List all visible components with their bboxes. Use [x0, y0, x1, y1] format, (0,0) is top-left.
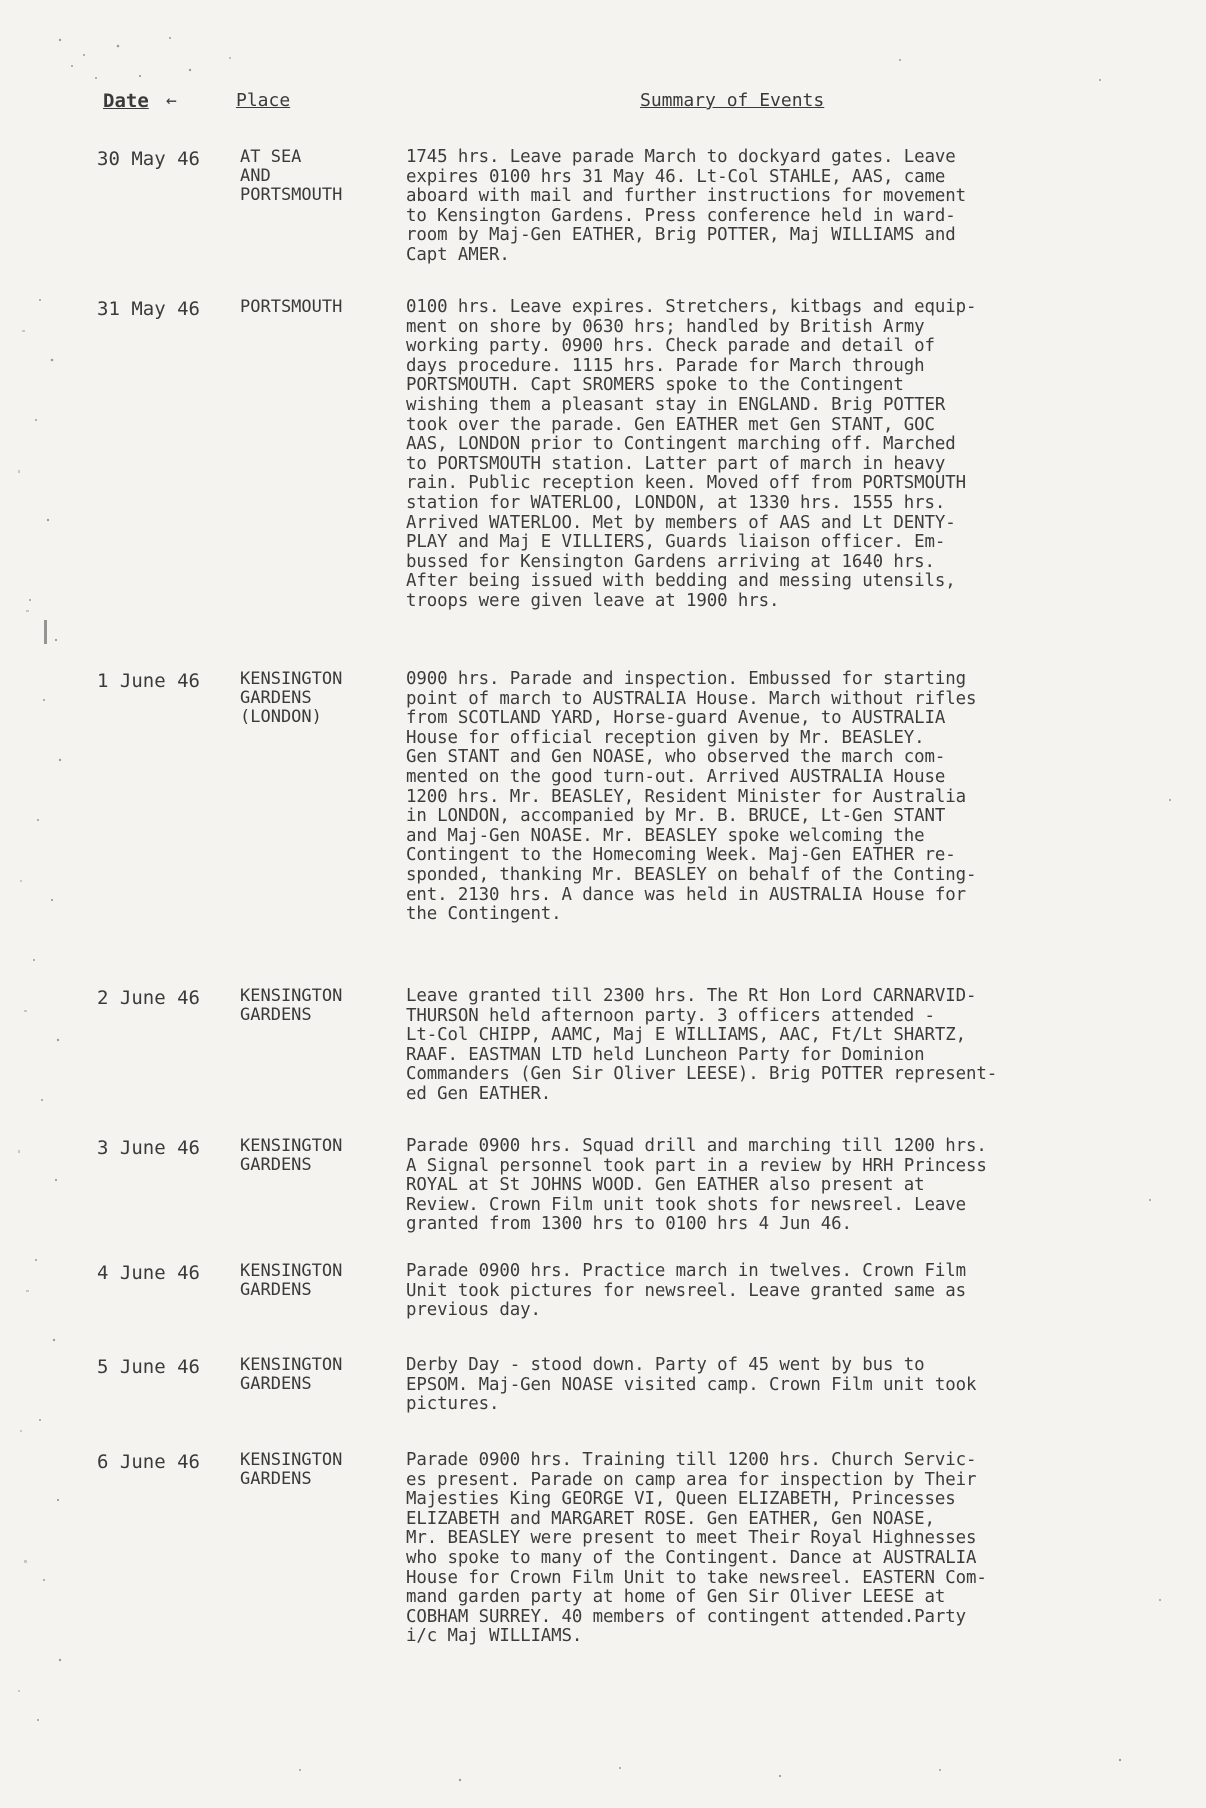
entry-summary: 0100 hrs. Leave expires. Stretchers, kitbags and equip- ment on shore by 0630 hrs; handled by British Army working party. 0900 hrs. Check parade and detail of days procedure. 1115 hrs. Parade for March through PORTSMOUTH. Capt SROMERS spoke to the Contingent wishing them a pleasant stay in ENGLAND. Brig POTTER took over the parade. Gen EATHER met Gen STANT, GOC AAS, LONDON prior to Contingent marching off. Marched to PORTSMOUTH station. Latter part of march in heavy rain. Public reception keen. Moved off from PORTSMOUTH station for WATERLOO, LONDON, at 1330 hrs. 1555 hrs. Arrived WATERLOO. Met by members of AAS and Lt DENTY- PLAY and Maj E VILLIERS, Guards liaison officer. Em- bussed for Kensington Gardens arriving at 1640 hrs. After being issued with bedding and messing utensils, troops were given leave at 1900 hrs. [406, 297, 977, 611]
date-column-header: Date [103, 90, 149, 112]
entry-summary: 0900 hrs. Parade and inspection. Embussed for starting point of march to AUSTRALIA House. March without rifles from SCOTLAND YARD, Horse-guard Avenue, to AUSTRALIA House for official reception given by Mr. BEASLEY. Gen STANT and Gen NOASE, who observed the march com- mented on the good turn-out. Arrived AUSTRALIA House 1200 hrs. Mr. BEASLEY, Resident Minister for Australia in LONDON, accompanied by Mr. B. BRUCE, Lt-Gen STANT and Maj-Gen NOASE. Mr. BEASLEY spoke welcoming the Contingent to the Homecoming Week. Maj-Gen EATHER re- sponded, thanking Mr. BEASLEY on behalf of the Conting- ent. 2130 hrs. A dance was held in AUSTRALIA House for the Contingent. [406, 669, 977, 925]
place-column-header: Place [236, 90, 291, 111]
arrow-icon: ← [166, 90, 177, 111]
entry-place: KENSINGTON GARDENS [240, 1355, 343, 1394]
entry-date: 3 June 46 [97, 1137, 200, 1159]
entry-place: KENSINGTON GARDENS [240, 1261, 343, 1300]
entry-date: 1 June 46 [97, 670, 200, 692]
entry-date: 6 June 46 [97, 1451, 200, 1473]
entry-place: KENSINGTON GARDENS [240, 1450, 343, 1489]
entry-place: PORTSMOUTH [240, 297, 343, 317]
entry-place: AT SEA AND PORTSMOUTH [240, 147, 343, 205]
entry-place: KENSINGTON GARDENS [240, 986, 343, 1025]
entry-date: 4 June 46 [97, 1262, 200, 1284]
entry-summary: 1745 hrs. Leave parade March to dockyard gates. Leave expires 0100 hrs 31 May 46. Lt-Col STAHLE, AAS, came aboard with mail and further instructions for movement to Kensington Gardens. Press conference held in ward- room by Maj-Gen EATHER, Brig POTTER, Maj WILLIAMS and Capt AMER. [406, 147, 966, 265]
entry-summary: Parade 0900 hrs. Practice march in twelves. Crown Film Unit took pictures for newsreel. Leave granted same as previous day. [406, 1261, 966, 1321]
column-header [0, 90, 1206, 120]
entry-summary: Derby Day - stood down. Party of 45 went by bus to EPSOM. Maj-Gen NOASE visited camp. Crown Film unit took pictures. [406, 1355, 977, 1415]
summary-column-header: Summary of Events [640, 90, 825, 111]
entry-summary: Leave granted till 2300 hrs. The Rt Hon Lord CARNARVID- THURSON held afternoon party. 3 officers attended - Lt-Col CHIPP, AAMC, Maj E WILLIAMS, AAC, Ft/Lt SHARTZ, RAAF. EASTMAN LTD held Luncheon Party for Dominion Commanders (Gen Sir Oliver LEESE). Brig POTTER represent- ed Gen EATHER. [406, 986, 998, 1104]
entry-summary: Parade 0900 hrs. Training till 1200 hrs. Church Servic- es present. Parade on camp area for inspection by Their Majesties King GEORGE VI, Queen ELIZABETH, Princesses ELIZABETH and MARGARET ROSE. Gen EATHER, Gen NOASE, Mr. BEASLEY were present to meet Their Royal Highnesses who spoke to many of the Contingent. Dance at AUSTRALIA House for Crown Film Unit to take newsreel. EASTERN Com- mand garden party at home of Gen Sir Oliver LEESE at COBHAM SURREY. 40 members of contingent attended.Party i/c Maj WILLIAMS. [406, 1450, 987, 1647]
entry-date: 5 June 46 [97, 1356, 200, 1378]
entry-place: KENSINGTON GARDENS [240, 1136, 343, 1175]
entry-place: KENSINGTON GARDENS (LONDON) [240, 669, 343, 727]
entry-date: 31 May 46 [97, 298, 200, 320]
entry-date: 30 May 46 [97, 148, 200, 170]
entry-summary: Parade 0900 hrs. Squad drill and marching till 1200 hrs. A Signal personnel took part in a review by HRH Princess ROYAL at St JOHNS WOOD. Gen EATHER also present at Review. Crown Film unit took shots for newsreel. Leave granted from 1300 hrs to 0100 hrs 4 Jun 46. [406, 1136, 987, 1235]
entry-date: 2 June 46 [97, 987, 200, 1009]
